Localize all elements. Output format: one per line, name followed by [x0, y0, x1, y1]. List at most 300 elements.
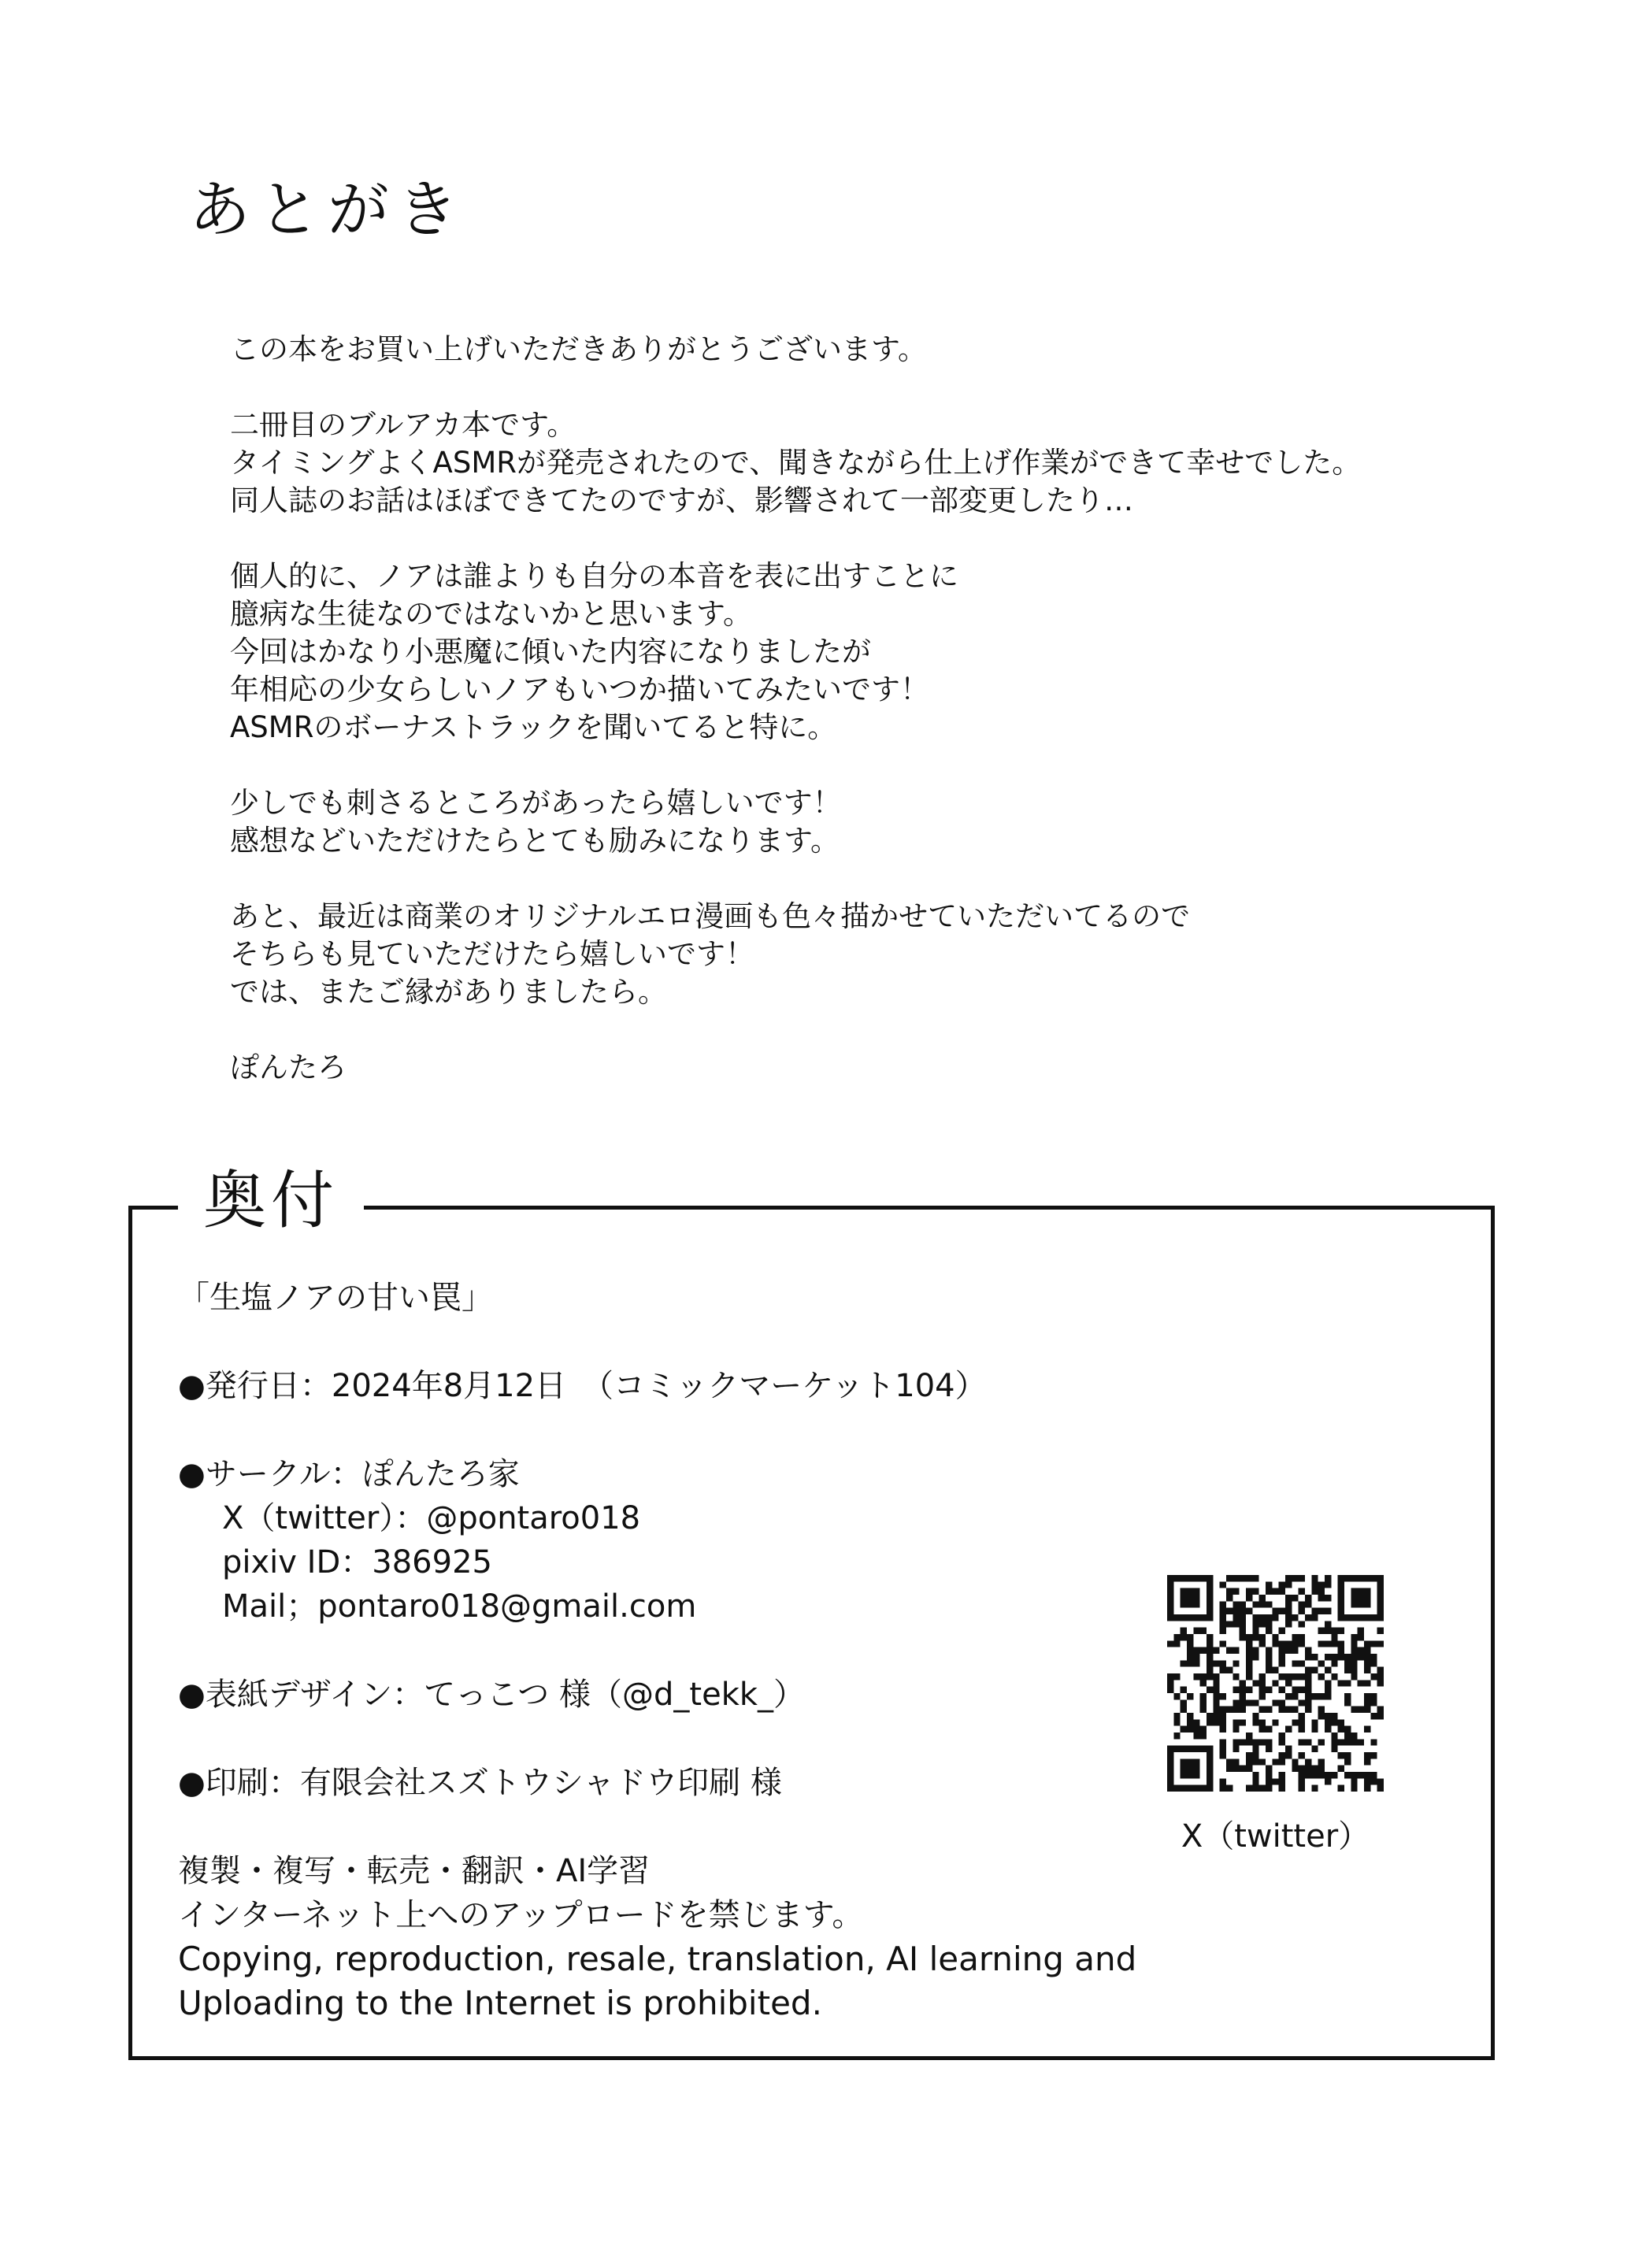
qr-module	[1181, 1707, 1187, 1713]
qr-module	[1305, 1647, 1311, 1654]
qr-module	[1240, 1766, 1246, 1772]
qr-module	[1181, 1601, 1187, 1607]
qr-module	[1318, 1595, 1325, 1601]
qr-module	[1292, 1595, 1298, 1601]
qr-module	[1266, 1621, 1272, 1627]
qr-module	[1233, 1739, 1239, 1745]
qr-module	[1200, 1707, 1207, 1713]
qr-module	[1279, 1654, 1285, 1660]
qr-module	[1252, 1713, 1258, 1719]
afterword-line: この本をお買い上げいただきありがとうございます。	[230, 332, 928, 366]
qr-module	[1338, 1640, 1344, 1647]
qr-module	[1344, 1726, 1351, 1732]
qr-module	[1318, 1673, 1325, 1680]
qr-module	[1246, 1699, 1252, 1706]
qr-module	[1213, 1647, 1219, 1654]
qr-module	[1325, 1608, 1331, 1614]
qr-module	[1187, 1640, 1193, 1647]
qr-module	[1259, 1680, 1266, 1686]
qr-module	[1173, 1575, 1180, 1581]
qr-module	[1344, 1739, 1351, 1745]
qr-module	[1173, 1719, 1180, 1725]
qr-module	[1173, 1640, 1180, 1647]
qr-module	[1266, 1726, 1272, 1732]
qr-module	[1246, 1575, 1252, 1581]
qr-module	[1338, 1581, 1344, 1588]
qr-module	[1279, 1772, 1285, 1778]
qr-module	[1193, 1746, 1199, 1752]
qr-module	[1187, 1575, 1193, 1581]
qr-module	[1187, 1634, 1193, 1640]
qr-module	[1325, 1726, 1331, 1732]
afterword-line: あと、最近は商業のオリジナルエロ漫画も色々描かせていただいてるので	[230, 899, 1191, 933]
qr-module	[1318, 1739, 1325, 1745]
qr-module	[1344, 1732, 1351, 1739]
qr-module	[1377, 1575, 1384, 1581]
qr-module	[1331, 1640, 1337, 1647]
qr-module	[1226, 1667, 1233, 1673]
qr-module	[1351, 1614, 1357, 1621]
qr-module	[1220, 1693, 1226, 1699]
qr-module	[1266, 1660, 1272, 1666]
qr-module	[1181, 1758, 1187, 1765]
qr-module	[1187, 1601, 1193, 1607]
qr-module	[1311, 1654, 1318, 1660]
qr-module	[1187, 1726, 1193, 1732]
qr-module	[1272, 1667, 1278, 1673]
qr-module	[1285, 1673, 1292, 1680]
qr-module	[1344, 1772, 1351, 1778]
qr-module	[1279, 1581, 1285, 1588]
qr-module	[1233, 1699, 1239, 1706]
qr-module	[1331, 1772, 1337, 1778]
qr-module	[1226, 1707, 1233, 1713]
qr-module	[1338, 1726, 1344, 1732]
qr-module	[1259, 1707, 1266, 1713]
qr-module	[1187, 1595, 1193, 1601]
qr-module	[1259, 1634, 1266, 1640]
qr-module	[1325, 1713, 1331, 1719]
qr-module	[1338, 1608, 1344, 1614]
qr-module	[1292, 1687, 1298, 1693]
qr-module	[1233, 1601, 1239, 1607]
qr-module	[1364, 1601, 1370, 1607]
qr-module	[1318, 1608, 1325, 1614]
qr-module	[1252, 1654, 1258, 1660]
qr-module	[1299, 1726, 1305, 1732]
qr-module	[1193, 1595, 1199, 1601]
qr-module	[1364, 1667, 1370, 1673]
qr-module	[1279, 1699, 1285, 1706]
qr-module	[1305, 1601, 1311, 1607]
qr-module	[1220, 1628, 1226, 1634]
qr-module	[1358, 1647, 1364, 1654]
qr-module	[1325, 1654, 1331, 1660]
qr-module	[1266, 1746, 1272, 1752]
circle-name: ●サークル：ぽんたろ家	[178, 1456, 520, 1492]
qr-module	[1200, 1680, 1207, 1686]
qr-module	[1207, 1654, 1213, 1660]
qr-module	[1272, 1719, 1278, 1725]
qr-module	[1207, 1575, 1213, 1581]
qr-module	[1252, 1628, 1258, 1634]
afterword-line: そちらも見ていただけたら嬉しいです！	[230, 937, 754, 971]
afterword-body	[230, 331, 1569, 1125]
qr-module	[1226, 1588, 1233, 1595]
qr-module	[1351, 1588, 1357, 1595]
qr-module	[1358, 1575, 1364, 1581]
qr-module	[1338, 1785, 1344, 1792]
qr-module	[1193, 1785, 1199, 1792]
qr-module	[1252, 1621, 1258, 1627]
qr-module	[1259, 1785, 1266, 1792]
qr-module	[1311, 1667, 1318, 1673]
qr-module	[1200, 1614, 1207, 1621]
qr-module	[1311, 1766, 1318, 1772]
qr-module	[1167, 1766, 1173, 1772]
notice-jp-line: 複製・複写・転売・翻訳・AI学習	[178, 1853, 651, 1889]
qr-module	[1351, 1654, 1357, 1660]
qr-module	[1167, 1601, 1173, 1607]
qr-module	[1246, 1687, 1252, 1693]
qr-module	[1233, 1726, 1239, 1732]
qr-module	[1351, 1739, 1357, 1745]
qr-module	[1318, 1766, 1325, 1772]
qr-module	[1213, 1687, 1219, 1693]
qr-module	[1187, 1713, 1193, 1719]
qr-module	[1344, 1752, 1351, 1758]
afterword-line: では、またご縁がありましたら。	[230, 975, 667, 1009]
qr-module	[1344, 1575, 1351, 1581]
qr-code-graphic	[1167, 1575, 1384, 1792]
qr-module	[1370, 1739, 1377, 1745]
afterword-line: 同人誌のお話はほぼできてたのですが、影響されて一部変更したり…	[230, 484, 1133, 517]
qr-module	[1364, 1640, 1370, 1647]
qr-module	[1370, 1654, 1377, 1660]
qr-module	[1279, 1785, 1285, 1792]
qr-module	[1370, 1713, 1377, 1719]
qr-module	[1311, 1581, 1318, 1588]
qr-module	[1246, 1634, 1252, 1640]
qr-module	[1181, 1614, 1187, 1621]
qr-module	[1351, 1640, 1357, 1647]
qr-module	[1358, 1634, 1364, 1640]
qr-module	[1240, 1687, 1246, 1693]
qr-module	[1187, 1766, 1193, 1772]
qr-module	[1272, 1778, 1278, 1784]
qr-module	[1331, 1732, 1337, 1739]
qr-module	[1187, 1654, 1193, 1660]
qr-module	[1233, 1647, 1239, 1654]
qr-module	[1285, 1581, 1292, 1588]
qr-module	[1252, 1719, 1258, 1725]
qr-module	[1364, 1680, 1370, 1686]
qr-module	[1311, 1575, 1318, 1581]
qr-module	[1279, 1673, 1285, 1680]
qr-module	[1338, 1614, 1344, 1621]
qr-module	[1325, 1772, 1331, 1778]
qr-module	[1181, 1575, 1187, 1581]
colophon-body	[178, 1276, 1147, 2070]
qr-module	[1325, 1628, 1331, 1634]
qr-module	[1220, 1621, 1226, 1627]
qr-module	[1305, 1707, 1311, 1713]
qr-module	[1272, 1634, 1278, 1640]
qr-module	[1187, 1785, 1193, 1792]
qr-module	[1252, 1575, 1258, 1581]
notice-en-line: Copying, reproduction, resale, translation, AI learning and	[178, 1940, 1137, 1978]
qr-module	[1266, 1647, 1272, 1654]
qr-module	[1272, 1608, 1278, 1614]
qr-module	[1285, 1601, 1292, 1607]
qr-module	[1259, 1595, 1266, 1601]
qr-module	[1331, 1673, 1337, 1680]
qr-module	[1252, 1772, 1258, 1778]
qr-module	[1173, 1785, 1180, 1792]
qr-module	[1370, 1640, 1377, 1647]
afterword-paragraph	[230, 331, 1569, 369]
qr-module	[1167, 1680, 1173, 1686]
qr-module	[1299, 1660, 1305, 1666]
qr-module	[1246, 1640, 1252, 1647]
qr-module	[1338, 1654, 1344, 1660]
copyright-notice	[178, 1849, 1147, 2025]
qr-module	[1285, 1595, 1292, 1601]
qr-module	[1318, 1772, 1325, 1778]
qr-module	[1207, 1785, 1213, 1792]
qr-module	[1351, 1660, 1357, 1666]
qr-module	[1207, 1719, 1213, 1725]
qr-module	[1266, 1739, 1272, 1745]
qr-module	[1370, 1778, 1377, 1784]
qr-module	[1259, 1726, 1266, 1732]
qr-module	[1325, 1575, 1331, 1581]
qr-module	[1187, 1719, 1193, 1725]
qr-module	[1207, 1713, 1213, 1719]
qr-module	[1305, 1654, 1311, 1660]
qr-module	[1226, 1647, 1233, 1654]
qr-module	[1252, 1785, 1258, 1792]
qr-module	[1299, 1588, 1305, 1595]
qr-module	[1318, 1640, 1325, 1647]
qr-module	[1344, 1667, 1351, 1673]
qr-module	[1167, 1673, 1173, 1680]
qr-module	[1233, 1621, 1239, 1627]
qr-module	[1311, 1614, 1318, 1621]
qr-module	[1338, 1588, 1344, 1595]
qr-module	[1246, 1785, 1252, 1792]
qr-module	[1173, 1634, 1180, 1640]
qr-module	[1305, 1595, 1311, 1601]
qr-module	[1220, 1752, 1226, 1758]
contact-email: Mail；pontaro018@gmail.com	[222, 1588, 697, 1625]
qr-module	[1351, 1667, 1357, 1673]
qr-module	[1220, 1713, 1226, 1719]
qr-module	[1181, 1687, 1187, 1693]
qr-module	[1246, 1647, 1252, 1654]
qr-module	[1266, 1772, 1272, 1778]
qr-module	[1279, 1640, 1285, 1647]
qr-module	[1338, 1647, 1344, 1654]
qr-module	[1240, 1628, 1246, 1634]
qr-module	[1344, 1660, 1351, 1666]
afterword-line: 臆病な生徒なのではないかと思います。	[230, 597, 753, 631]
qr-module	[1364, 1778, 1370, 1784]
qr-module	[1207, 1614, 1213, 1621]
qr-module	[1226, 1608, 1233, 1614]
qr-module	[1358, 1601, 1364, 1607]
qr-module	[1240, 1699, 1246, 1706]
qr-module	[1220, 1640, 1226, 1647]
qr-module	[1181, 1660, 1187, 1666]
qr-module	[1167, 1785, 1173, 1792]
qr-module	[1377, 1608, 1384, 1614]
qr-module	[1338, 1575, 1344, 1581]
qr-module	[1285, 1693, 1292, 1699]
qr-module	[1220, 1778, 1226, 1784]
qr-module	[1213, 1713, 1219, 1719]
qr-module	[1299, 1785, 1305, 1792]
qr-module	[1370, 1575, 1377, 1581]
qr-module	[1364, 1647, 1370, 1654]
qr-module	[1181, 1726, 1187, 1732]
qr-module	[1331, 1634, 1337, 1640]
qr-module	[1299, 1634, 1305, 1640]
qr-module	[1351, 1772, 1357, 1778]
qr-module	[1207, 1778, 1213, 1784]
qr-module	[1252, 1752, 1258, 1758]
qr-module	[1240, 1601, 1246, 1607]
qr-module	[1181, 1588, 1187, 1595]
qr-module	[1193, 1719, 1199, 1725]
qr-module	[1325, 1680, 1331, 1686]
qr-module	[1259, 1687, 1266, 1693]
qr-module	[1266, 1654, 1272, 1660]
qr-module	[1344, 1654, 1351, 1660]
qr-module	[1240, 1707, 1246, 1713]
qr-module	[1233, 1707, 1239, 1713]
afterword-line: 今回はかなり小悪魔に傾いた内容になりましたが	[230, 635, 871, 669]
qr-module	[1364, 1785, 1370, 1792]
qr-module	[1364, 1772, 1370, 1778]
qr-module	[1358, 1680, 1364, 1686]
qr-module	[1311, 1588, 1318, 1595]
qr-module	[1200, 1732, 1207, 1739]
qr-module	[1279, 1758, 1285, 1765]
qr-module	[1311, 1726, 1318, 1732]
qr-module	[1358, 1739, 1364, 1745]
qr-module	[1226, 1595, 1233, 1601]
qr-module	[1285, 1614, 1292, 1621]
qr-module	[1220, 1601, 1226, 1607]
qr-module	[1259, 1693, 1266, 1699]
qr-module	[1299, 1687, 1305, 1693]
qr-module	[1299, 1575, 1305, 1581]
qr-module	[1331, 1739, 1337, 1745]
qr-module	[1246, 1766, 1252, 1772]
qr-module	[1292, 1758, 1298, 1765]
qr-module	[1220, 1726, 1226, 1732]
qr-module	[1207, 1772, 1213, 1778]
qr-module	[1193, 1758, 1199, 1765]
qr-module	[1292, 1766, 1298, 1772]
qr-module	[1187, 1614, 1193, 1621]
afterword-paragraph	[230, 898, 1569, 1011]
qr-module	[1240, 1719, 1246, 1725]
qr-module	[1207, 1581, 1213, 1588]
qr-module	[1331, 1719, 1337, 1725]
qr-module	[1252, 1588, 1258, 1595]
qr-module	[1351, 1575, 1357, 1581]
qr-module	[1318, 1660, 1325, 1666]
qr-caption: X（twitter）	[1181, 1818, 1370, 1855]
qr-module	[1377, 1707, 1384, 1713]
qr-module	[1173, 1673, 1180, 1680]
afterword-line: 少しでも刺さるところがあったら嬉しいです！	[230, 786, 842, 820]
qr-module	[1200, 1785, 1207, 1792]
qr-module	[1259, 1614, 1266, 1621]
qr-module	[1377, 1778, 1384, 1784]
qr-module	[1285, 1726, 1292, 1732]
qr-module	[1305, 1673, 1311, 1680]
qr-module	[1213, 1699, 1219, 1706]
issue-date: ●発行日：2024年8月12日 （コミックマーケット104）	[178, 1368, 987, 1404]
qr-module	[1181, 1772, 1187, 1778]
qr-module	[1279, 1739, 1285, 1745]
qr-module	[1279, 1732, 1285, 1739]
qr-module	[1200, 1746, 1207, 1752]
qr-module	[1200, 1693, 1207, 1699]
qr-module	[1240, 1693, 1246, 1699]
qr-module	[1220, 1719, 1226, 1725]
afterword-line: ASMRのボーナストラックを聞いてると特に。	[230, 710, 837, 744]
qr-module	[1325, 1778, 1331, 1784]
qr-module	[1173, 1732, 1180, 1739]
qr-module	[1292, 1660, 1298, 1666]
qr-module	[1338, 1719, 1344, 1725]
qr-module	[1220, 1608, 1226, 1614]
qr-module	[1167, 1608, 1173, 1614]
qr-module	[1358, 1707, 1364, 1713]
qr-module	[1207, 1608, 1213, 1614]
qr-module	[1364, 1758, 1370, 1765]
qr-module	[1252, 1601, 1258, 1607]
qr-module	[1233, 1660, 1239, 1666]
qr-module	[1207, 1752, 1213, 1758]
qr-module	[1325, 1693, 1331, 1699]
qr-module	[1220, 1707, 1226, 1713]
qr-module	[1207, 1601, 1213, 1607]
qr-module	[1358, 1654, 1364, 1660]
afterword-line: 年相応の少女らしいノアもいつか描いてみたいです！	[230, 673, 929, 706]
qr-module	[1207, 1595, 1213, 1601]
qr-module	[1351, 1595, 1357, 1601]
qr-module	[1377, 1628, 1384, 1634]
qr-module	[1318, 1588, 1325, 1595]
qr-module	[1181, 1595, 1187, 1601]
qr-module	[1233, 1673, 1239, 1680]
qr-module	[1370, 1699, 1377, 1706]
qr-module	[1285, 1608, 1292, 1614]
qr-module	[1167, 1575, 1173, 1581]
qr-module	[1193, 1628, 1199, 1634]
qr-module	[1285, 1752, 1292, 1758]
pixiv-id: pixiv ID：386925	[222, 1544, 492, 1581]
qr-module	[1338, 1739, 1344, 1745]
qr-module	[1187, 1647, 1193, 1654]
qr-module	[1213, 1693, 1219, 1699]
qr-module	[1351, 1647, 1357, 1654]
